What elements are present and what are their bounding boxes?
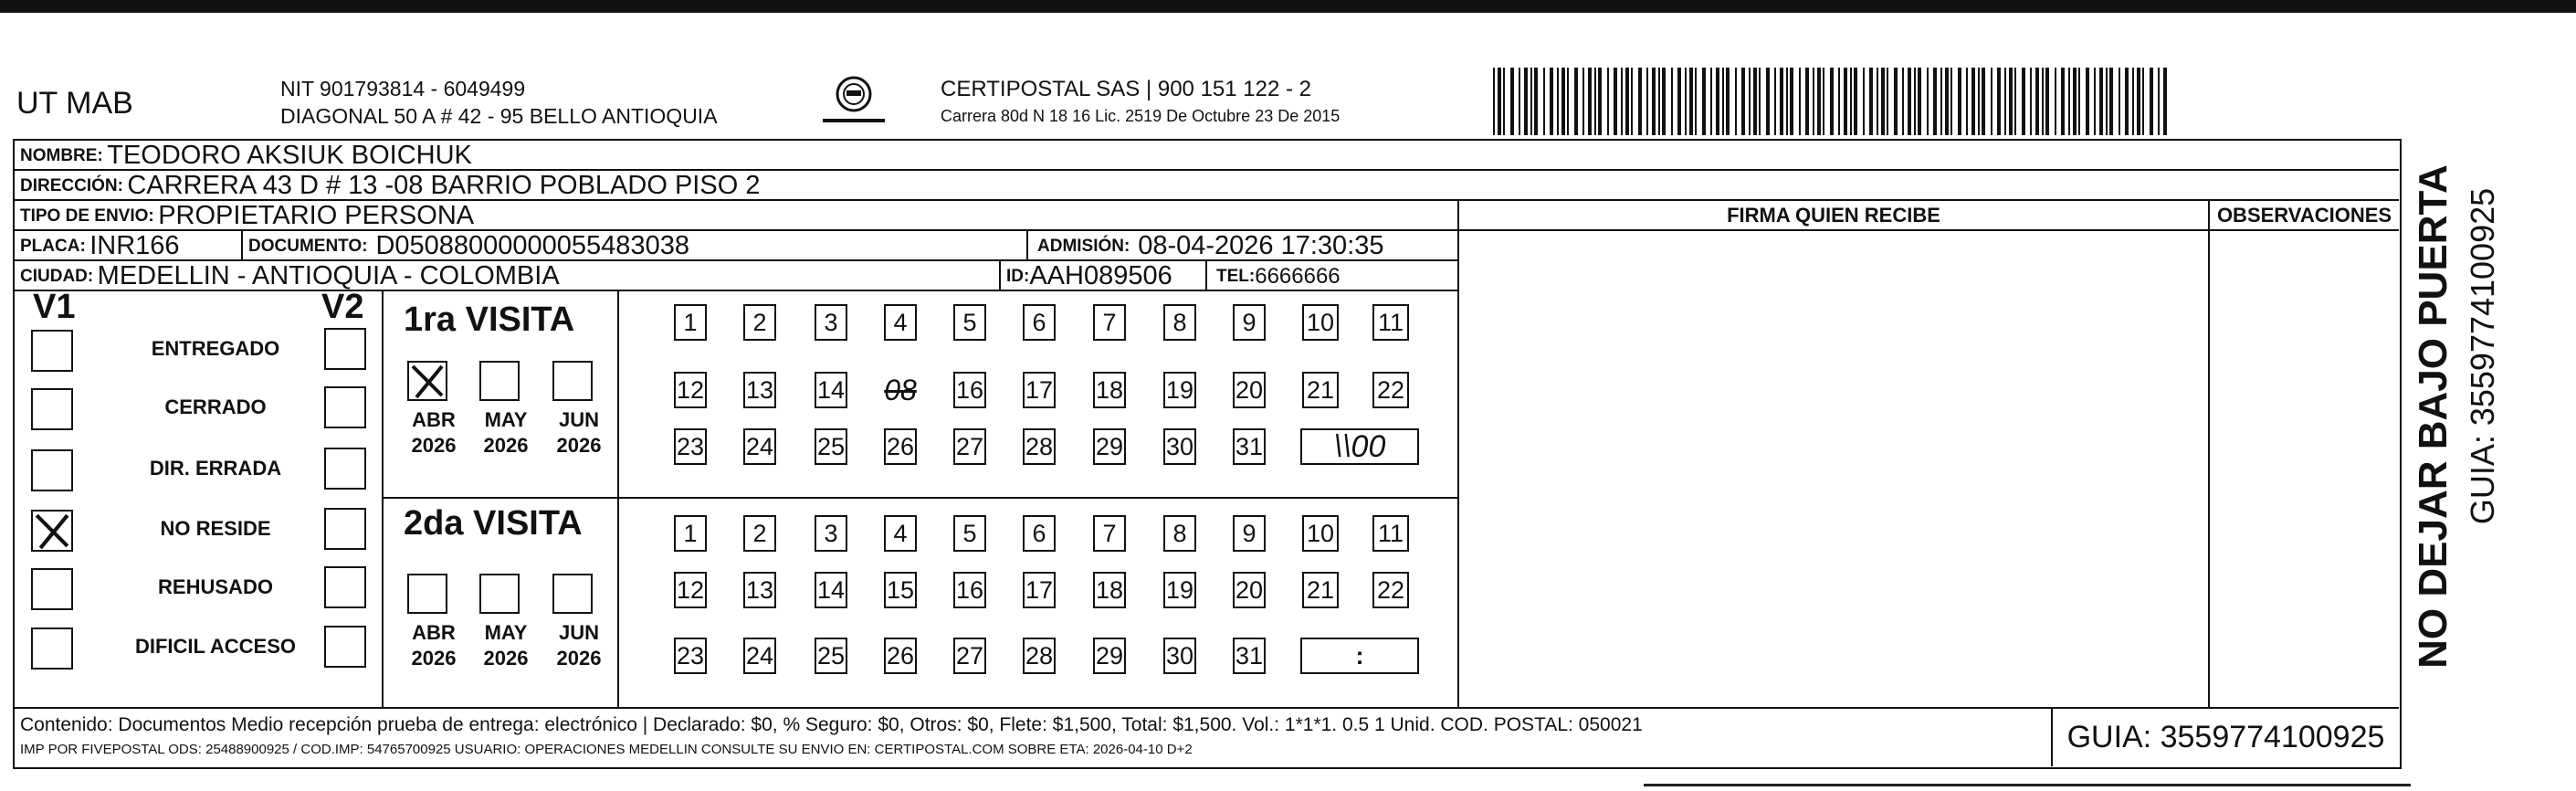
day-box[interactable] [674,638,707,674]
top-border [0,0,2576,13]
day-box[interactable] [1233,638,1266,674]
day-number: 28 [1025,432,1054,460]
day-box[interactable] [884,372,917,408]
ciudad-value: MEDELLIN - ANTIOQUIA - COLOMBIA [97,261,560,290]
day-number: 3 [824,308,838,336]
day-number: 10 [1306,519,1335,547]
day-box[interactable] [1302,372,1339,408]
day-box[interactable] [1302,515,1339,552]
day-number: 23 [676,432,705,460]
day-number: 19 [1165,375,1194,404]
day-number: 22 [1376,375,1405,404]
day-box[interactable] [1233,372,1266,408]
day-box[interactable] [1093,428,1126,465]
day-box[interactable] [1023,428,1056,465]
day-number: 23 [676,641,705,670]
day-box[interactable] [815,572,847,608]
month-checkbox[interactable] [479,361,520,401]
day-box[interactable] [815,372,847,408]
month-label: ABR [412,408,456,431]
day-box[interactable] [1233,515,1266,552]
direccion-value: CARRERA 43 D # 13 -08 BARRIO POBLADO PISO 2 [127,171,761,200]
day-number: 20 [1235,575,1264,604]
handwritten-time: \\00 [1333,428,1386,464]
v2-checkbox[interactable] [324,626,366,668]
day-box[interactable] [815,428,847,465]
row-direccion [15,171,2399,201]
month-label: JUN [558,408,599,431]
v2-checkbox[interactable] [324,328,366,370]
day-number: 11 [1377,308,1404,336]
day-box[interactable] [1023,572,1056,608]
day-number: 3 [824,519,838,547]
day-box[interactable] [884,428,917,465]
day-number: 28 [1025,641,1054,670]
day-number: 16 [955,575,984,604]
day-number: 16 [955,375,984,404]
visit-2-months-block [384,499,619,707]
day-box[interactable] [674,304,707,341]
day-number: 22 [1376,575,1405,604]
status-label: DIFICIL ACCESO [134,635,296,658]
month-label: JUN [558,621,599,644]
time-box[interactable] [1300,638,1419,674]
day-box[interactable] [1093,572,1126,608]
day-box[interactable] [674,372,707,408]
ciudad-label: CIUDAD: [20,266,94,286]
v1-label: V1 [33,288,76,326]
day-box[interactable] [1093,638,1126,674]
month-checkbox[interactable] [479,574,520,614]
visit-2-title: 2da VISITA [404,504,583,543]
day-number: 1 [683,519,698,547]
day-number: 1 [683,308,698,336]
day-box[interactable] [1233,304,1266,341]
day-number: 15 [886,575,915,604]
admision-value: 08-04-2026 17:30:35 [1138,231,1384,260]
day-number: 11 [1377,519,1404,547]
company-name: UT MAB [16,86,133,121]
day-number: 12 [676,375,705,404]
day-box[interactable] [1023,304,1056,341]
side-text [2411,146,2520,694]
day-number: 21 [1306,575,1335,604]
month-year: 2026 [411,647,457,670]
day-box[interactable] [953,428,986,465]
month-label: MAY [484,621,528,644]
day-box[interactable] [1233,428,1266,465]
v2-checkbox[interactable] [324,448,366,490]
month-label: ABR [412,621,456,644]
sender-address: DIAGONAL 50 A # 42 - 95 BELLO ANTIOQUIA [280,104,718,128]
firma-column [1457,201,2210,707]
day-number: 6 [1032,519,1046,547]
day-box[interactable] [1163,372,1196,408]
day-number: 17 [1025,375,1054,404]
day-box[interactable] [1163,515,1196,552]
visit-1 [384,291,1457,499]
day-number: 26 [886,432,915,460]
tipo-value: PROPIETARIO PERSONA [158,201,475,230]
day-number: 26 [886,641,915,670]
nombre-value: TEODORO AKSIUK BOICHUK [107,141,472,170]
v1-checkbox[interactable] [31,330,73,372]
day-number: 5 [962,308,977,336]
handwritten-day: 08 [884,373,917,406]
day-number: 8 [1172,519,1187,547]
v1-checkbox[interactable] [31,388,73,430]
day-number: 24 [745,641,774,670]
visit-1-title: 1ra VISITA [404,301,575,339]
v1-checkbox[interactable] [31,568,73,610]
carrier-license: Carrera 80d N 18 16 Lic. 2519 De Octubre 23 De 2015 [941,107,1341,125]
day-number: 20 [1235,375,1264,404]
day-box[interactable] [884,638,917,674]
day-number: 5 [962,519,977,547]
day-number: 25 [816,641,846,670]
day-box[interactable] [1302,572,1339,608]
day-box[interactable] [953,638,986,674]
day-number: 18 [1095,575,1124,604]
footer [15,707,2399,766]
day-number: 29 [1095,432,1124,460]
day-box[interactable] [743,372,776,408]
tel-label: TEL: [1216,266,1256,286]
row-ciudad [15,261,1457,291]
barcode [1493,68,2173,135]
day-number: 30 [1165,641,1194,670]
v2-checkbox[interactable] [324,566,366,608]
row-placa [15,231,1457,261]
v2-checkbox[interactable] [324,508,366,550]
footer-guia [2051,709,2399,766]
month-year: 2026 [411,434,457,457]
footer-guia-text: GUIA: 3559774100925 [2066,720,2385,754]
day-box[interactable] [1163,304,1196,341]
month-year: 2026 [556,647,602,670]
day-box[interactable] [815,515,847,552]
documento-value: D05088000000055483038 [375,231,689,260]
day-box[interactable] [674,572,707,608]
day-box[interactable] [1023,638,1056,674]
day-box[interactable] [743,304,776,341]
day-box[interactable] [1372,372,1409,408]
day-box[interactable] [884,515,917,552]
time-value: : [1355,641,1364,670]
status-section [15,288,384,707]
status-label: NO RESIDE [160,517,271,540]
day-number: 19 [1165,575,1194,604]
day-number: 9 [1242,308,1256,336]
day-box[interactable] [1163,638,1196,674]
footer-contenido: Contenido: Documentos Medio recepción prueba de entrega: electrónico | Declarado: $0, % Seguro: $0, Otros: $0, Flete: $1,500, Total: $1,500. Vol.: 1*1*1. 0.5 1 Unid. COD. POSTAL: 050021 [20,714,1643,735]
day-number: 18 [1095,375,1124,404]
month-year: 2026 [556,434,602,457]
day-box[interactable] [953,304,986,341]
nit: NIT 901793814 - 6049499 [280,77,526,100]
day-box[interactable] [815,304,847,341]
observaciones-label: OBSERVACIONES [2210,201,2399,231]
day-box[interactable] [953,572,986,608]
day-number: 25 [816,432,846,460]
day-number: 27 [955,641,984,670]
day-box[interactable] [1093,372,1126,408]
observaciones-column [2210,201,2399,707]
day-number: 27 [955,432,984,460]
day-number: 13 [745,375,774,404]
day-number: 24 [745,432,774,460]
day-box[interactable] [884,572,917,608]
day-number: 8 [1172,308,1187,336]
status-label: CERRADO [164,396,267,418]
day-box[interactable] [1023,515,1056,552]
day-number: 29 [1095,641,1124,670]
day-box[interactable] [1233,572,1266,608]
day-box[interactable] [1163,428,1196,465]
day-box[interactable] [1163,572,1196,608]
nombre-label: NOMBRE: [20,145,103,165]
month-checkbox[interactable] [407,361,447,401]
day-box[interactable] [953,372,986,408]
status-label: DIR. ERRADA [149,457,282,480]
day-number: 2 [752,308,767,336]
v1-checkbox[interactable] [31,449,73,491]
v2-label: V2 [321,288,364,326]
placa-label: PLACA: [20,236,86,256]
day-number: 10 [1306,308,1335,336]
day-box[interactable] [1372,304,1409,341]
footer-imp: IMP POR FIVEPOSTAL ODS: 25488900925 / COD.IMP: 54765700925 USUARIO: OPERACIONES MEDELLIN CONSULTE SU ENVIO EN: CERTIPOSTAL.COM SOBRE ETA: 2026-04-10 D+2 [20,742,1193,757]
day-box[interactable] [743,638,776,674]
day-box[interactable] [1093,515,1126,552]
v2-checkbox[interactable] [324,386,366,428]
day-box[interactable] [1372,515,1409,552]
row-tipo [15,201,1457,231]
day-number: 17 [1025,575,1054,604]
form-frame [13,139,2402,769]
v1-checkbox[interactable] [31,628,73,670]
day-box[interactable] [815,638,847,674]
day-number: 7 [1102,308,1117,336]
day-box[interactable] [1093,304,1126,341]
month-checkbox[interactable] [407,574,447,614]
row-nombre [15,141,2399,171]
day-number: 9 [1242,519,1256,547]
day-number: 4 [893,519,908,547]
day-number: 31 [1235,432,1264,460]
month-year: 2026 [483,647,529,670]
day-number: 6 [1032,308,1046,336]
status-label: REHUSADO [158,575,273,598]
firma-label: FIRMA QUIEN RECIBE [1459,201,2208,231]
day-number: 4 [893,308,908,336]
month-checkbox[interactable] [552,361,593,401]
day-box[interactable] [743,572,776,608]
day-number: 31 [1235,641,1264,670]
no-dejar-bajo-puerta: NO DEJAR BAJO PUERTA [2411,164,2455,669]
day-box[interactable] [674,515,707,552]
day-box[interactable] [674,428,707,465]
documento-label: DOCUMENTO: [248,236,368,256]
day-box[interactable] [884,304,917,341]
placa-value: INR166 [89,231,180,260]
direccion-label: DIRECCIÓN: [20,175,123,195]
status-label: ENTREGADO [151,337,280,360]
day-box[interactable] [953,515,986,552]
day-number: 13 [745,575,774,604]
day-number: 14 [816,575,846,604]
day-box[interactable] [1372,572,1409,608]
carrier-name: CERTIPOSTAL SAS | 900 151 122 - 2 [941,77,1311,101]
time-box[interactable] [1300,428,1419,465]
day-number: 12 [676,575,705,604]
tel-value: 6666666 [1255,263,1341,289]
id-value: AAH089506 [1029,261,1172,290]
month-year: 2026 [483,434,529,457]
day-box[interactable] [743,428,776,465]
visit-1-months-block [384,291,619,497]
certipostal-logo [817,75,890,128]
day-number: 7 [1102,519,1117,547]
month-checkbox[interactable] [552,574,593,614]
month-label: MAY [484,408,528,431]
tipo-label: TIPO DE ENVIO: [20,206,154,226]
v1-checkbox[interactable] [31,510,73,552]
day-number: 21 [1306,375,1335,404]
day-number: 2 [752,519,767,547]
day-number: 30 [1165,432,1194,460]
visit-2 [384,499,1457,707]
day-box[interactable] [743,515,776,552]
day-box[interactable] [1302,304,1339,341]
side-guia: GUIA: 3559774100925 [2464,187,2501,525]
day-number: 14 [816,375,846,404]
day-box[interactable] [1023,372,1056,408]
id-label: ID: [1006,266,1030,286]
scan-mark [1644,784,2411,786]
admision-label: ADMISIÓN: [1037,236,1130,256]
